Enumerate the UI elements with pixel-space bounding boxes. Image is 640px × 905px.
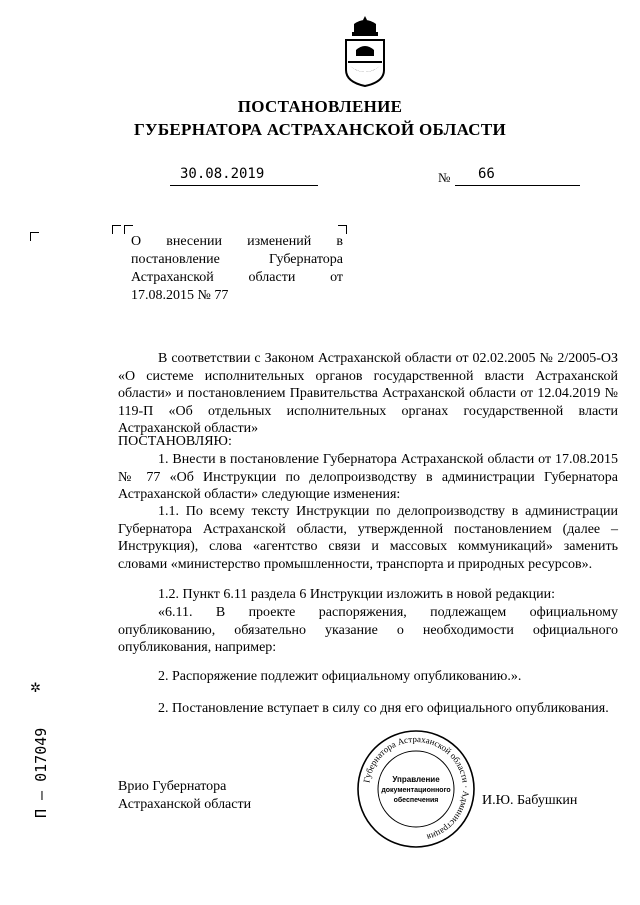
- stamp-center-line1: Управление: [392, 775, 440, 784]
- side-registration-code: [8, 720, 68, 820]
- official-stamp: [355, 728, 477, 850]
- date-underline: [170, 185, 318, 186]
- item-1-2-paragraph: 1.2. Пункт 6.11 раздела 6 Инструкции изложить в новой редакции:: [158, 587, 556, 602]
- document-date: 30.08.2019: [180, 166, 265, 182]
- stamp-center-line2: документационного: [381, 787, 451, 794]
- corner-mark-left: [30, 232, 39, 241]
- document-subtitle: ГУБЕРНАТОРА АСТРАХАНСКОЙ ОБЛАСТИ: [133, 120, 507, 139]
- signature-position: [118, 778, 251, 814]
- item-1-2-example: 2. Распоряжение подлежит официальному опубликованию.».: [158, 669, 522, 684]
- document-subject: О внесении изменений в постановление Губернатора Астраханской области от 17.08.2015 № 77: [131, 234, 343, 303]
- item-1-paragraph: 1. Внести в постановление Губернатора Астраханской области от 17.08.2015 № 77 «Об Инструкции по делопроизводству в администрации Губернатора Астраханской области» следующие изменения:: [118, 452, 618, 502]
- registration-mark-icon: ✲: [30, 680, 41, 695]
- signature-position-line2: Астраханской области: [118, 797, 252, 812]
- corner-mark-subject-left: [112, 225, 121, 234]
- document-title: ПОСТАНОВЛЕНИЕ: [237, 97, 403, 116]
- number-underline: [455, 185, 580, 186]
- preamble-paragraph: В соответствии с Законом Астраханской области от 02.02.2005 № 2/2005-ОЗ «О системе исполнительных органов государственной власти Астраханской области» и постановлением Правительства Астраханской области от 12.04.2019 № 119-П «Об отдельных исполнительных органах государственной власти Астраханской области»: [118, 351, 618, 436]
- item-1-2-quote: «6.11. В проекте распоряжения, подлежащем официальному опубликованию, обязательно указание о необходимости официального опубликования, например:: [118, 605, 618, 655]
- item-2-paragraph: 2. Постановление вступает в силу со дня его официального опубликования.: [158, 701, 609, 716]
- stamp-ring-text: Губернатора Астраханской области · Администрация: [361, 733, 472, 843]
- signature-name: И.Ю. Бабушкин: [482, 793, 578, 808]
- coat-of-arms-icon: [340, 14, 390, 88]
- stamp-center-line3: обеспечения: [393, 797, 439, 804]
- side-code-text: П – 017049: [32, 727, 50, 818]
- decree-word: ПОСТАНОВЛЯЮ:: [118, 434, 232, 449]
- signature-position-line1: Врио Губернатора: [118, 779, 227, 794]
- document-number: 66: [478, 166, 495, 182]
- number-label: №: [438, 170, 451, 185]
- item-1-1-paragraph: 1.1. По всему тексту Инструкции по делопроизводству в администрации Губернатора Астраханской области, утвержденной постановлением (далее – Инструкция), слова «агентство связи и массовых коммуникаций» заменить словами «министерство промышленности, транспорта и природных ресурсов».: [118, 504, 618, 572]
